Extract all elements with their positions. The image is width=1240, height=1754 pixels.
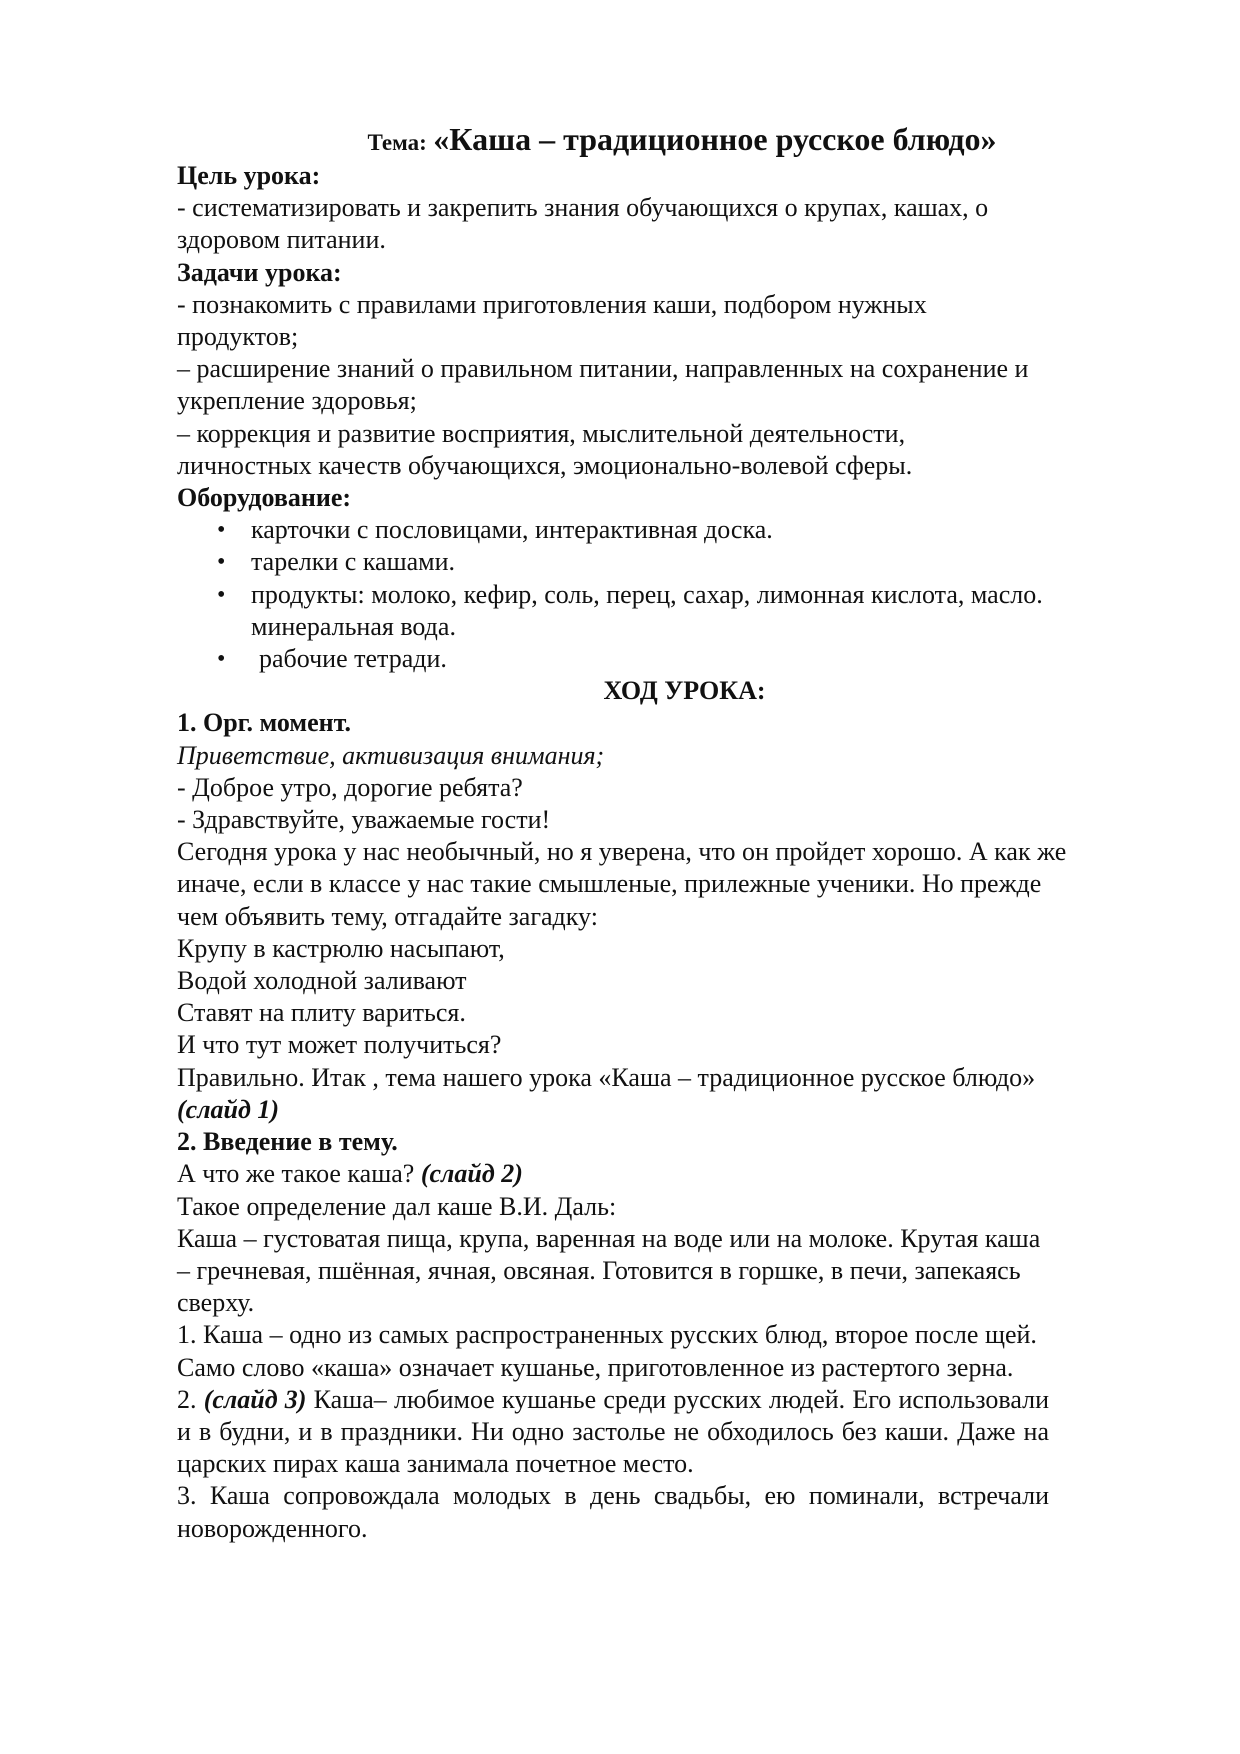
page-title	[217, 118, 1147, 164]
slide-ref: (слайд 3)	[203, 1384, 307, 1414]
answer-line: Правильно. Итак , тема нашего урока «Каша – традиционное русское блюдо»	[177, 1062, 1036, 1092]
point-2	[177, 1384, 1049, 1481]
riddle-line: Крупу в кастрюлю насыпают,	[177, 933, 505, 963]
riddle-line: И что тут может получиться?	[177, 1030, 502, 1060]
lesson-heading: ХОД УРОКА:	[603, 676, 766, 706]
riddle-line: Водой холодной заливают	[177, 966, 467, 996]
greeting-line: - Доброе утро, дорогие ребята?	[177, 772, 523, 802]
task-item: - познакомить с правилами приготовления каши, подбором нужных продуктов;	[177, 289, 927, 352]
title-label: Тема:	[367, 130, 427, 155]
question-text: А что же такое каша?	[177, 1159, 415, 1189]
question-line	[177, 1158, 1147, 1190]
point-1: 1. Каша – одно из самых распространенных русских блюд, второе после щей. Само слово «каша» означает кушанье, приготовленное из растертого зерна.	[177, 1320, 1037, 1382]
goal-text: - систематизировать и закрепить знания обучающихся о крупах, кашах, о здоровом питании.	[177, 193, 989, 255]
greeting-line: - Здравствуйте, уважаемые гости!	[177, 805, 551, 835]
section2-heading: 2. Введение в тему.	[177, 1127, 398, 1157]
task-item: – расширение знаний о правильном питании, направленных на сохранение и укрепление здоровья;	[177, 354, 1029, 416]
slide-ref: (слайд 2)	[420, 1159, 523, 1189]
slide-ref: (слайд 1)	[177, 1094, 280, 1124]
riddle-line: Ставят на плиту вариться.	[177, 998, 466, 1028]
intro-paragraph: Сегодня урока у нас необычный, но я уверена, что он пройдет хорошо. А как же иначе, если в классе у нас такие смышленые, прилежные ученики. Но прежде чем объявить тему, отгадайте загадку:	[177, 837, 1067, 931]
definition-text: Каша – густоватая пища, крупа, варенная на воде или на молоке. Крутая каша – гречневая, пшённая, ячная, овсяная. Готовится в горшке, в печи, запекаясь сверху.	[177, 1223, 1041, 1318]
title-main: «Каша – традиционное русское блюдо»	[433, 121, 997, 157]
point-3: 3. Каша сопровождала молодых в день свадьбы, ею поминали, встречали новорожденного.	[177, 1481, 1049, 1543]
section1-subtitle: Приветствие, активизация внимания;	[177, 740, 605, 770]
point-2-number: 2.	[177, 1384, 197, 1414]
goal-heading: Цель урока:	[177, 161, 321, 190]
equipment-list	[177, 514, 1147, 675]
equipment-item: • рабочие тетради.	[217, 643, 1147, 675]
definition-intro: Такое определение дал каше В.И. Даль:	[177, 1191, 617, 1221]
task-item: – коррекция и развитие восприятия, мыслительной деятельности, личностных качеств обучающихся, эмоционально-волевой сферы.	[177, 418, 913, 480]
section1-heading: 1. Орг. момент.	[177, 708, 351, 738]
equipment-heading: Оборудование:	[177, 483, 352, 513]
tasks-heading: Задачи урока:	[177, 257, 342, 287]
equipment-item: • продукты: молоко, кефир, соль, перец, сахар, лимонная кислота, масло. минеральная вода.	[217, 579, 1081, 643]
equipment-item: • тарелки с кашами.	[217, 546, 1147, 578]
point-2-text: Каша– любимое кушанье среди русских людей. Его использовали и в будни, и в праздники. Ни одно застолье не обходилось без каши. Даже на царских пирах каша занимала почетное место.	[177, 1384, 1050, 1479]
equipment-item: • карточки с пословицами, интерактивная доска.	[217, 514, 1147, 546]
document-page	[177, 118, 1147, 1545]
